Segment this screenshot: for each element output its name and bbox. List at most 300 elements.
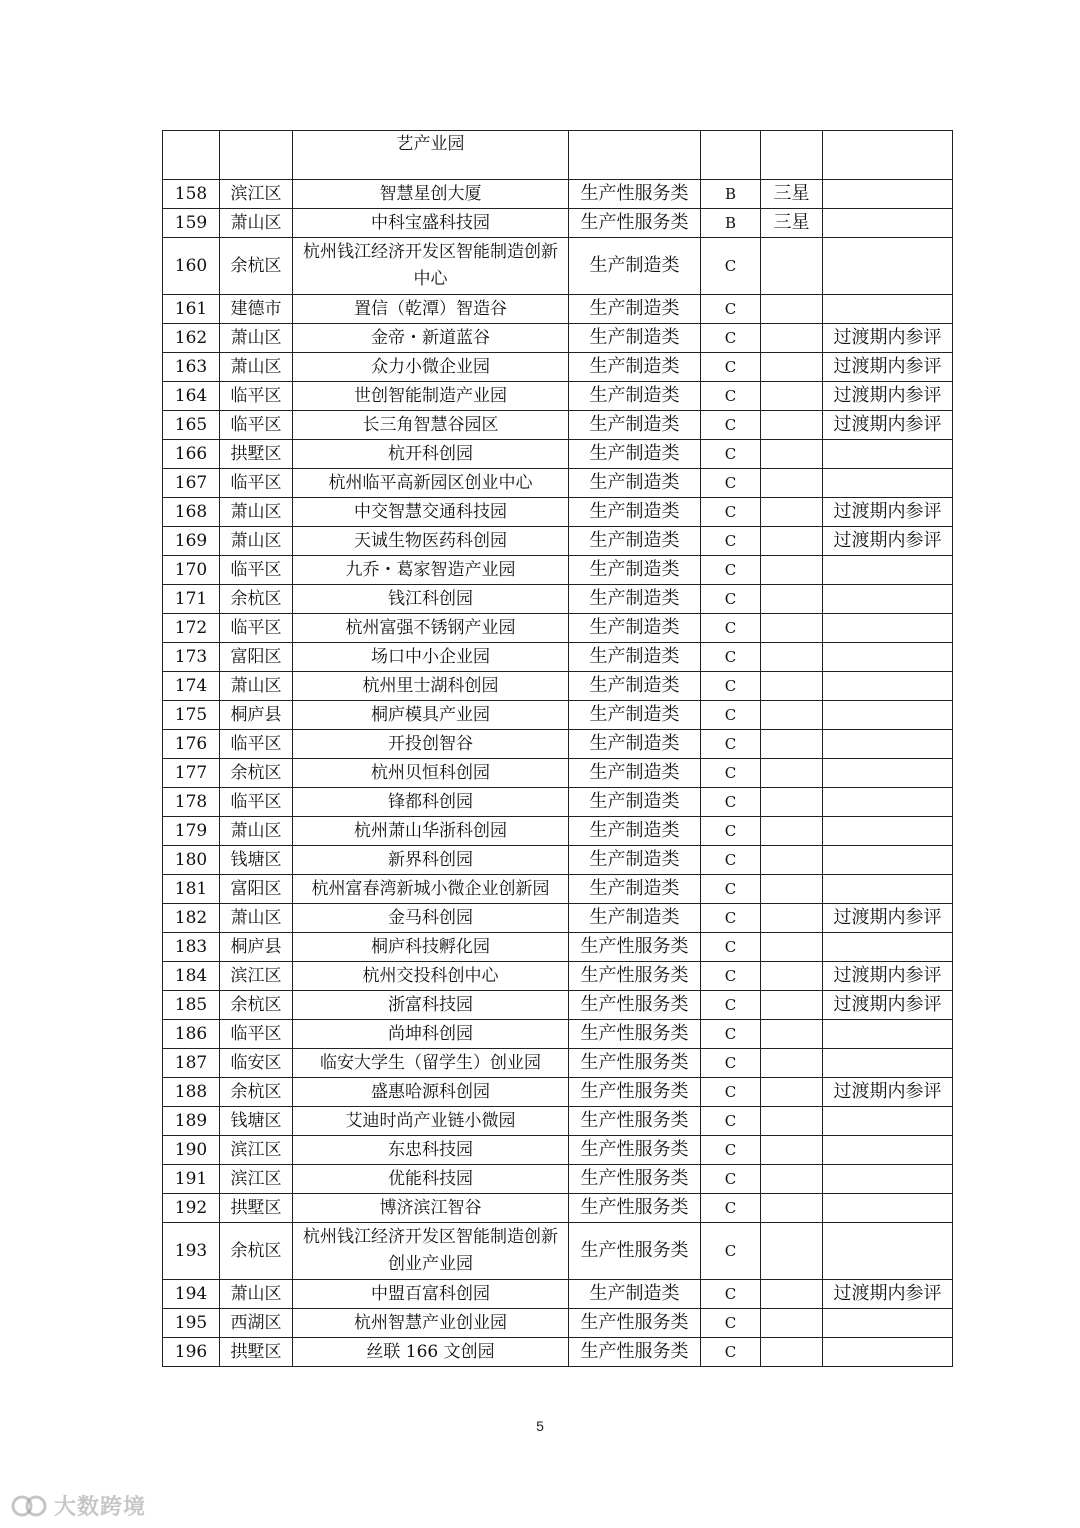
cell-category: 生产制造类 [569,904,701,933]
cell-district: 钱塘区 [220,1107,293,1136]
cell-district: 余杭区 [220,991,293,1020]
cell-note [823,730,953,759]
cell-star [761,1049,823,1078]
cell-district: 萧山区 [220,904,293,933]
cell-seq: 193 [163,1223,220,1280]
cell-seq: 195 [163,1309,220,1338]
cell-name: 杭州贝恒科创园 [293,759,569,788]
cell-star [761,1223,823,1280]
cell-note: 过渡期内参评 [823,498,953,527]
cell-district: 萧山区 [220,672,293,701]
cell-note: 过渡期内参评 [823,904,953,933]
cell-category: 生产制造类 [569,469,701,498]
cell-category: 生产性服务类 [569,933,701,962]
cell-seq: 164 [163,382,220,411]
cell-note [823,1194,953,1223]
cell-seq: 190 [163,1136,220,1165]
cell-note: 过渡期内参评 [823,991,953,1020]
table-row [163,411,953,440]
cell-star: 三星 [761,209,823,238]
cell-category: 生产性服务类 [569,1020,701,1049]
cell-note [823,1338,953,1367]
cell-grade: C [701,498,761,527]
table-row [163,295,953,324]
cell-note [823,846,953,875]
cell-category: 生产制造类 [569,411,701,440]
cell-name: 东忠科技园 [293,1136,569,1165]
cell-category [569,131,701,180]
cell-star [761,411,823,440]
table-row [163,1136,953,1165]
cell-grade: C [701,1223,761,1280]
page-number: 5 [536,1418,544,1434]
cell-name: 博济滨江智谷 [293,1194,569,1223]
cell-district: 萧山区 [220,209,293,238]
cell-star [761,1165,823,1194]
cell-grade: C [701,759,761,788]
cell-category: 生产性服务类 [569,1136,701,1165]
cell-seq: 159 [163,209,220,238]
cell-district: 余杭区 [220,759,293,788]
cell-star [761,759,823,788]
table-row-continuation [163,131,953,180]
cell-seq: 184 [163,962,220,991]
table-row [163,180,953,209]
cell-seq: 172 [163,614,220,643]
table-row [163,933,953,962]
cell-seq: 167 [163,469,220,498]
cell-district: 建德市 [220,295,293,324]
cell-category: 生产制造类 [569,238,701,295]
table-row [163,324,953,353]
cell-name: 杭州富春湾新城小微企业创新园 [293,875,569,904]
cell-name: 置信（乾潭）智造谷 [293,295,569,324]
cell-note [823,295,953,324]
cell-district: 萧山区 [220,498,293,527]
cell-grade: C [701,238,761,295]
cell-star [761,1107,823,1136]
cell-district: 滨江区 [220,1165,293,1194]
cell-seq: 170 [163,556,220,585]
table-row [163,209,953,238]
cell-district: 富阳区 [220,643,293,672]
cell-category: 生产制造类 [569,759,701,788]
cell-district: 临平区 [220,411,293,440]
cell-district: 余杭区 [220,1223,293,1280]
cell-grade: C [701,1136,761,1165]
cell-seq: 169 [163,527,220,556]
cell-grade: C [701,817,761,846]
cell-grade: C [701,904,761,933]
cell-category: 生产制造类 [569,1280,701,1309]
cell-name: 盛惠哈源科创园 [293,1078,569,1107]
cell-district: 钱塘区 [220,846,293,875]
cell-note: 过渡期内参评 [823,382,953,411]
cell-category: 生产制造类 [569,701,701,730]
cell-name: 九乔・葛家智造产业园 [293,556,569,585]
cell-district: 临平区 [220,614,293,643]
cell-seq: 194 [163,1280,220,1309]
cell-category: 生产制造类 [569,324,701,353]
cell-star [761,1194,823,1223]
cell-name: 优能科技园 [293,1165,569,1194]
table-row [163,1194,953,1223]
cell-name: 杭州钱江经济开发区智能制造创新中心 [293,238,569,295]
table-row [163,353,953,382]
cell-grade: C [701,556,761,585]
cell-seq: 168 [163,498,220,527]
cell-district: 拱墅区 [220,440,293,469]
cell-note [823,131,953,180]
watermark-logo-icon [10,1494,50,1518]
cell-grade: C [701,353,761,382]
cell-note [823,817,953,846]
cell-seq: 191 [163,1165,220,1194]
cell-category: 生产性服务类 [569,1165,701,1194]
cell-star [761,846,823,875]
table-row [163,1107,953,1136]
table-row [163,498,953,527]
cell-category: 生产制造类 [569,527,701,556]
table-row [163,1020,953,1049]
cell-note [823,209,953,238]
cell-star [761,817,823,846]
cell-note [823,238,953,295]
cell-category: 生产制造类 [569,846,701,875]
cell-district [220,131,293,180]
cell-note: 过渡期内参评 [823,527,953,556]
cell-note [823,933,953,962]
cell-note [823,585,953,614]
cell-star [761,469,823,498]
cell-star: 三星 [761,180,823,209]
table-row [163,527,953,556]
cell-category: 生产制造类 [569,295,701,324]
cell-star [761,672,823,701]
table-row [163,1049,953,1078]
cell-grade: C [701,1309,761,1338]
cell-name: 浙富科技园 [293,991,569,1020]
cell-name: 金马科创园 [293,904,569,933]
cell-name: 杭州临平高新园区创业中心 [293,469,569,498]
cell-district: 余杭区 [220,1078,293,1107]
cell-seq: 188 [163,1078,220,1107]
cell-grade: C [701,411,761,440]
cell-category: 生产制造类 [569,498,701,527]
cell-note [823,180,953,209]
cell-category: 生产性服务类 [569,1223,701,1280]
cell-name: 艾迪时尚产业链小微园 [293,1107,569,1136]
cell-star [761,933,823,962]
cell-district: 临平区 [220,382,293,411]
cell-name: 尚坤科创园 [293,1020,569,1049]
cell-category: 生产制造类 [569,788,701,817]
cell-grade: C [701,933,761,962]
cell-name: 桐庐科技孵化园 [293,933,569,962]
cell-category: 生产性服务类 [569,1049,701,1078]
cell-note [823,875,953,904]
table-row [163,759,953,788]
cell-category: 生产性服务类 [569,1107,701,1136]
cell-grade: C [701,962,761,991]
table-row [163,382,953,411]
cell-star [761,382,823,411]
cell-note: 过渡期内参评 [823,411,953,440]
cell-name: 杭州萧山华浙科创园 [293,817,569,846]
cell-grade: C [701,1280,761,1309]
cell-seq: 186 [163,1020,220,1049]
cell-star [761,1078,823,1107]
cell-note [823,643,953,672]
cell-note [823,1049,953,1078]
cell-seq: 158 [163,180,220,209]
cell-star [761,701,823,730]
table-row [163,1338,953,1367]
cell-note [823,556,953,585]
cell-district: 拱墅区 [220,1338,293,1367]
cell-category: 生产性服务类 [569,1078,701,1107]
cell-seq: 189 [163,1107,220,1136]
table-row [163,817,953,846]
table-row [163,962,953,991]
cell-seq: 177 [163,759,220,788]
cell-note: 过渡期内参评 [823,962,953,991]
cell-district: 滨江区 [220,180,293,209]
cell-category: 生产制造类 [569,382,701,411]
cell-name: 杭州富强不锈钢产业园 [293,614,569,643]
cell-district: 富阳区 [220,875,293,904]
cell-star [761,991,823,1020]
cell-note [823,1165,953,1194]
cell-star [761,585,823,614]
cell-seq: 162 [163,324,220,353]
cell-district: 临平区 [220,788,293,817]
cell-seq: 182 [163,904,220,933]
cell-name: 临安大学生（留学生）创业园 [293,1049,569,1078]
cell-star [761,788,823,817]
cell-name: 杭州钱江经济开发区智能制造创新创业产业园 [293,1223,569,1280]
cell-grade: C [701,324,761,353]
cell-grade: C [701,469,761,498]
cell-district: 余杭区 [220,585,293,614]
table-row [163,643,953,672]
cell-seq: 181 [163,875,220,904]
cell-category: 生产性服务类 [569,1338,701,1367]
cell-category: 生产制造类 [569,672,701,701]
cell-note [823,672,953,701]
cell-name: 杭州智慧产业创业园 [293,1309,569,1338]
table-row [163,846,953,875]
cell-name: 杭州里士湖科创园 [293,672,569,701]
cell-note [823,614,953,643]
cell-seq: 178 [163,788,220,817]
table-row [163,469,953,498]
cell-name: 智慧星创大厦 [293,180,569,209]
cell-grade: C [701,382,761,411]
cell-note [823,788,953,817]
cell-note [823,759,953,788]
cell-grade: C [701,440,761,469]
cell-star [761,556,823,585]
cell-note [823,1136,953,1165]
cell-district: 桐庐县 [220,701,293,730]
cell-name: 中交智慧交通科技园 [293,498,569,527]
cell-seq: 173 [163,643,220,672]
cell-name: 丝联 166 文创园 [293,1338,569,1367]
cell-seq: 165 [163,411,220,440]
cell-note [823,1107,953,1136]
cell-district: 萧山区 [220,324,293,353]
cell-note: 过渡期内参评 [823,1078,953,1107]
cell-grade: C [701,1020,761,1049]
table-row [163,585,953,614]
cell-star [761,527,823,556]
cell-district: 临平区 [220,730,293,759]
cell-district: 滨江区 [220,1136,293,1165]
cell-name: 艺产业园 [293,131,569,180]
cell-star [761,295,823,324]
cell-grade: C [701,1049,761,1078]
park-rating-table [162,130,953,1367]
cell-grade: C [701,527,761,556]
cell-grade: C [701,295,761,324]
cell-grade: C [701,1165,761,1194]
cell-seq: 185 [163,991,220,1020]
table-row [163,788,953,817]
cell-district: 临平区 [220,469,293,498]
table-row [163,440,953,469]
cell-star [761,904,823,933]
cell-note [823,1223,953,1280]
cell-note: 过渡期内参评 [823,1280,953,1309]
table-row [163,730,953,759]
cell-star [761,131,823,180]
table-row [163,904,953,933]
cell-district: 拱墅区 [220,1194,293,1223]
cell-district: 萧山区 [220,527,293,556]
cell-note [823,701,953,730]
cell-seq: 160 [163,238,220,295]
table-row [163,1078,953,1107]
cell-seq: 163 [163,353,220,382]
cell-district: 萧山区 [220,817,293,846]
table-row [163,1309,953,1338]
table-row [163,991,953,1020]
watermark [10,1490,146,1521]
cell-seq: 174 [163,672,220,701]
cell-seq: 161 [163,295,220,324]
cell-star [761,238,823,295]
cell-star [761,1280,823,1309]
cell-district: 西湖区 [220,1309,293,1338]
cell-category: 生产性服务类 [569,991,701,1020]
cell-district: 桐庐县 [220,933,293,962]
table-row [163,614,953,643]
cell-name: 桐庐模具产业园 [293,701,569,730]
cell-seq: 183 [163,933,220,962]
watermark-text: 大数跨境 [54,1495,147,1520]
cell-category: 生产制造类 [569,614,701,643]
cell-category: 生产性服务类 [569,962,701,991]
cell-seq: 175 [163,701,220,730]
table-row [163,556,953,585]
cell-note [823,1309,953,1338]
cell-category: 生产制造类 [569,585,701,614]
cell-district: 临平区 [220,556,293,585]
cell-star [761,875,823,904]
cell-star [761,730,823,759]
table-row [163,1280,953,1309]
cell-category: 生产制造类 [569,353,701,382]
cell-grade: C [701,585,761,614]
cell-grade: C [701,701,761,730]
cell-name: 天诚生物医药科创园 [293,527,569,556]
cell-star [761,440,823,469]
cell-star [761,1136,823,1165]
cell-star [761,498,823,527]
cell-category: 生产性服务类 [569,1309,701,1338]
cell-district: 临平区 [220,1020,293,1049]
cell-category: 生产性服务类 [569,209,701,238]
cell-district: 余杭区 [220,238,293,295]
cell-name: 长三角智慧谷园区 [293,411,569,440]
cell-grade: C [701,614,761,643]
cell-seq: 187 [163,1049,220,1078]
cell-district: 萧山区 [220,353,293,382]
cell-seq [163,131,220,180]
cell-star [761,1020,823,1049]
cell-grade: C [701,846,761,875]
cell-star [761,614,823,643]
cell-name: 金帝・新道蓝谷 [293,324,569,353]
cell-category: 生产制造类 [569,875,701,904]
cell-star [761,353,823,382]
cell-grade: C [701,991,761,1020]
cell-star [761,1338,823,1367]
cell-seq: 192 [163,1194,220,1223]
cell-category: 生产制造类 [569,440,701,469]
cell-seq: 166 [163,440,220,469]
cell-name: 中科宝盛科技园 [293,209,569,238]
cell-star [761,1309,823,1338]
cell-grade [701,131,761,180]
cell-seq: 196 [163,1338,220,1367]
cell-note [823,440,953,469]
cell-name: 开投创智谷 [293,730,569,759]
cell-category: 生产制造类 [569,817,701,846]
cell-seq: 176 [163,730,220,759]
cell-grade: C [701,643,761,672]
table-row [163,1165,953,1194]
cell-grade: B [701,209,761,238]
cell-category: 生产制造类 [569,643,701,672]
cell-note [823,469,953,498]
cell-name: 世创智能制造产业园 [293,382,569,411]
cell-note: 过渡期内参评 [823,324,953,353]
cell-grade: C [701,672,761,701]
cell-seq: 171 [163,585,220,614]
cell-district: 萧山区 [220,1280,293,1309]
table-row [163,1223,953,1280]
cell-grade: C [701,1107,761,1136]
cell-star [761,324,823,353]
cell-grade: C [701,730,761,759]
cell-name: 杭州交投科创中心 [293,962,569,991]
table-row [163,238,953,295]
cell-star [761,643,823,672]
cell-district: 临安区 [220,1049,293,1078]
cell-seq: 180 [163,846,220,875]
